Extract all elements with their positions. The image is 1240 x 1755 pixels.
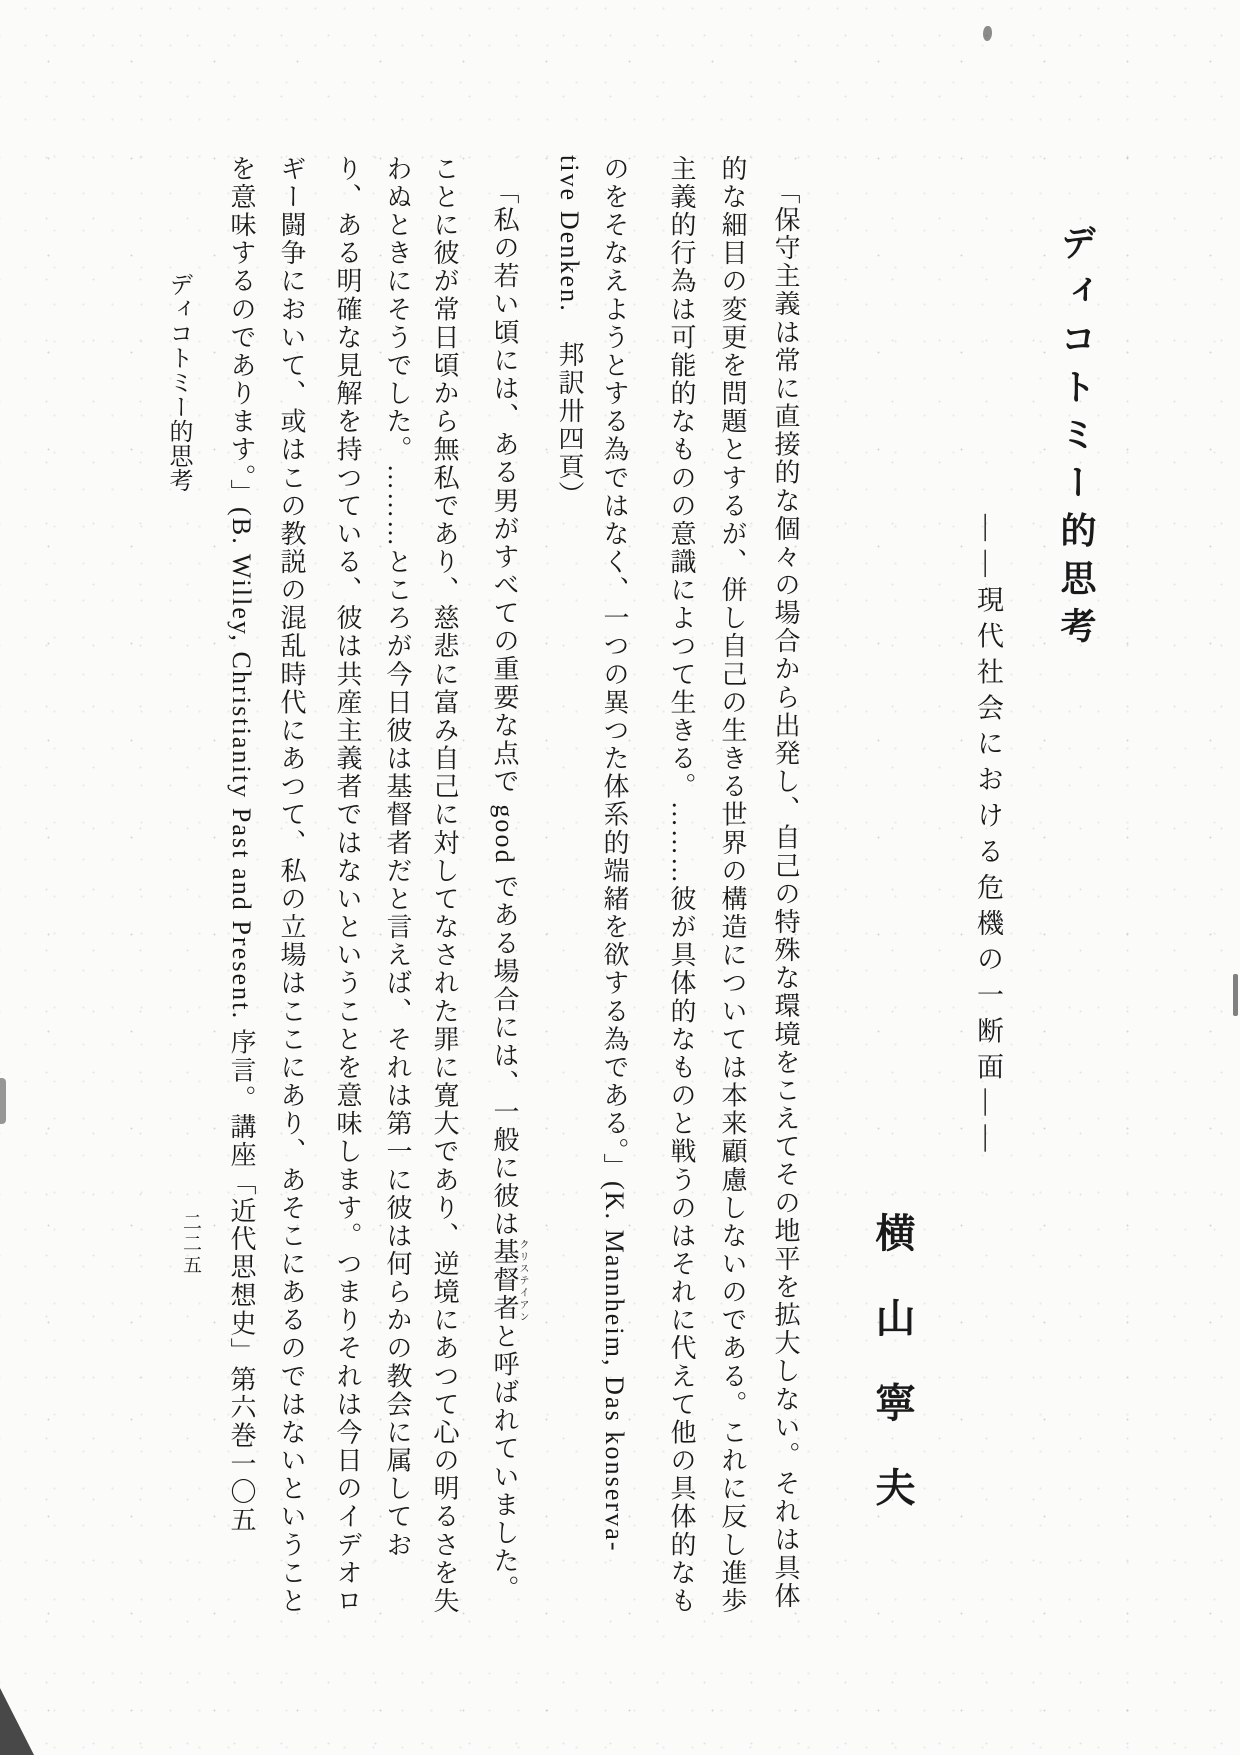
quote1-line-5: tive Denken. 邦訳卅四頁） (555, 155, 584, 510)
article-subtitle: ――現代社会における危機の一断面―― (973, 514, 1003, 1161)
quote2-line-6: を意味するのであります。」(B. Willey, Christianity Past and Present. 序言。講座「近代思想史」第六巻一〇五 (227, 155, 256, 1535)
scan-artifact-right-edge (1233, 974, 1238, 1016)
quote2-line-4: り、ある明確な見解を持つている、彼は共産主義者ではないということを意味します。つまりそれは今日のイデオロ (333, 155, 362, 1616)
quote1-line-4: のをそなえようとする為ではなく、一つの異つた体系的端緒を欲する為である。」(K. Mannheim, Das konserva- (600, 155, 629, 1553)
quote2-line-1-pre: 「私の若い頃には、ある男がすべての重要な点で good である場合には、一般に彼は (490, 178, 519, 1239)
scan-artifact-left-edge (0, 1078, 6, 1124)
quote2-line-1 (491, 178, 528, 1603)
christian-ruby-base: 基督者 (490, 1238, 519, 1323)
quote2-line-2: ことに彼が常日頃から無私であり、慈悲に富み自己に対してなされた罪に寛大であり、逆境にあつて心の明るさを失 (430, 155, 459, 1616)
quote2-line-1-post: と呼ばれていました。 (490, 1322, 519, 1604)
christian-ruby-text: クリステイアン (517, 1238, 528, 1323)
article-title: ディコトミー的思考 (1056, 224, 1096, 655)
quote1-line-1: 「保守主義は常に直接的な個々の場合から出発し、自己の特殊な環境をこえてその地平を拡大しない。それは具体 (771, 178, 800, 1611)
running-head: ディコトミー的思考 (165, 272, 191, 493)
christian-ruby (490, 1238, 528, 1323)
quote2-line-3: わぬときにそうでした。………ところが今日彼は基督者だと言えば、それは第一に彼は何らかの教会に属してお (383, 155, 412, 1559)
scan-artifact-top-speck (983, 26, 992, 41)
scan-artifact-corner (0, 1688, 34, 1755)
quote1-line-3: 主義的行為は可能的なものの意識によつて生きる。………彼が具体的なものと戦うのはそれに代えて他の具体的なも (667, 155, 696, 1616)
page-number: 二二五 (180, 1212, 201, 1276)
quote1-line-2: 的な細目の変更を問題とするが、併し自己の生きる世界の構造については本来顧慮しないのである。これに反し進歩 (718, 155, 747, 1616)
author-name: 横山寧夫 (870, 1212, 915, 1552)
quote2-line-5: ギー闘争において、或はこの教説の混乱時代にあつて、私の立場はここにあり、あそこにあるのではないということ (277, 155, 306, 1616)
